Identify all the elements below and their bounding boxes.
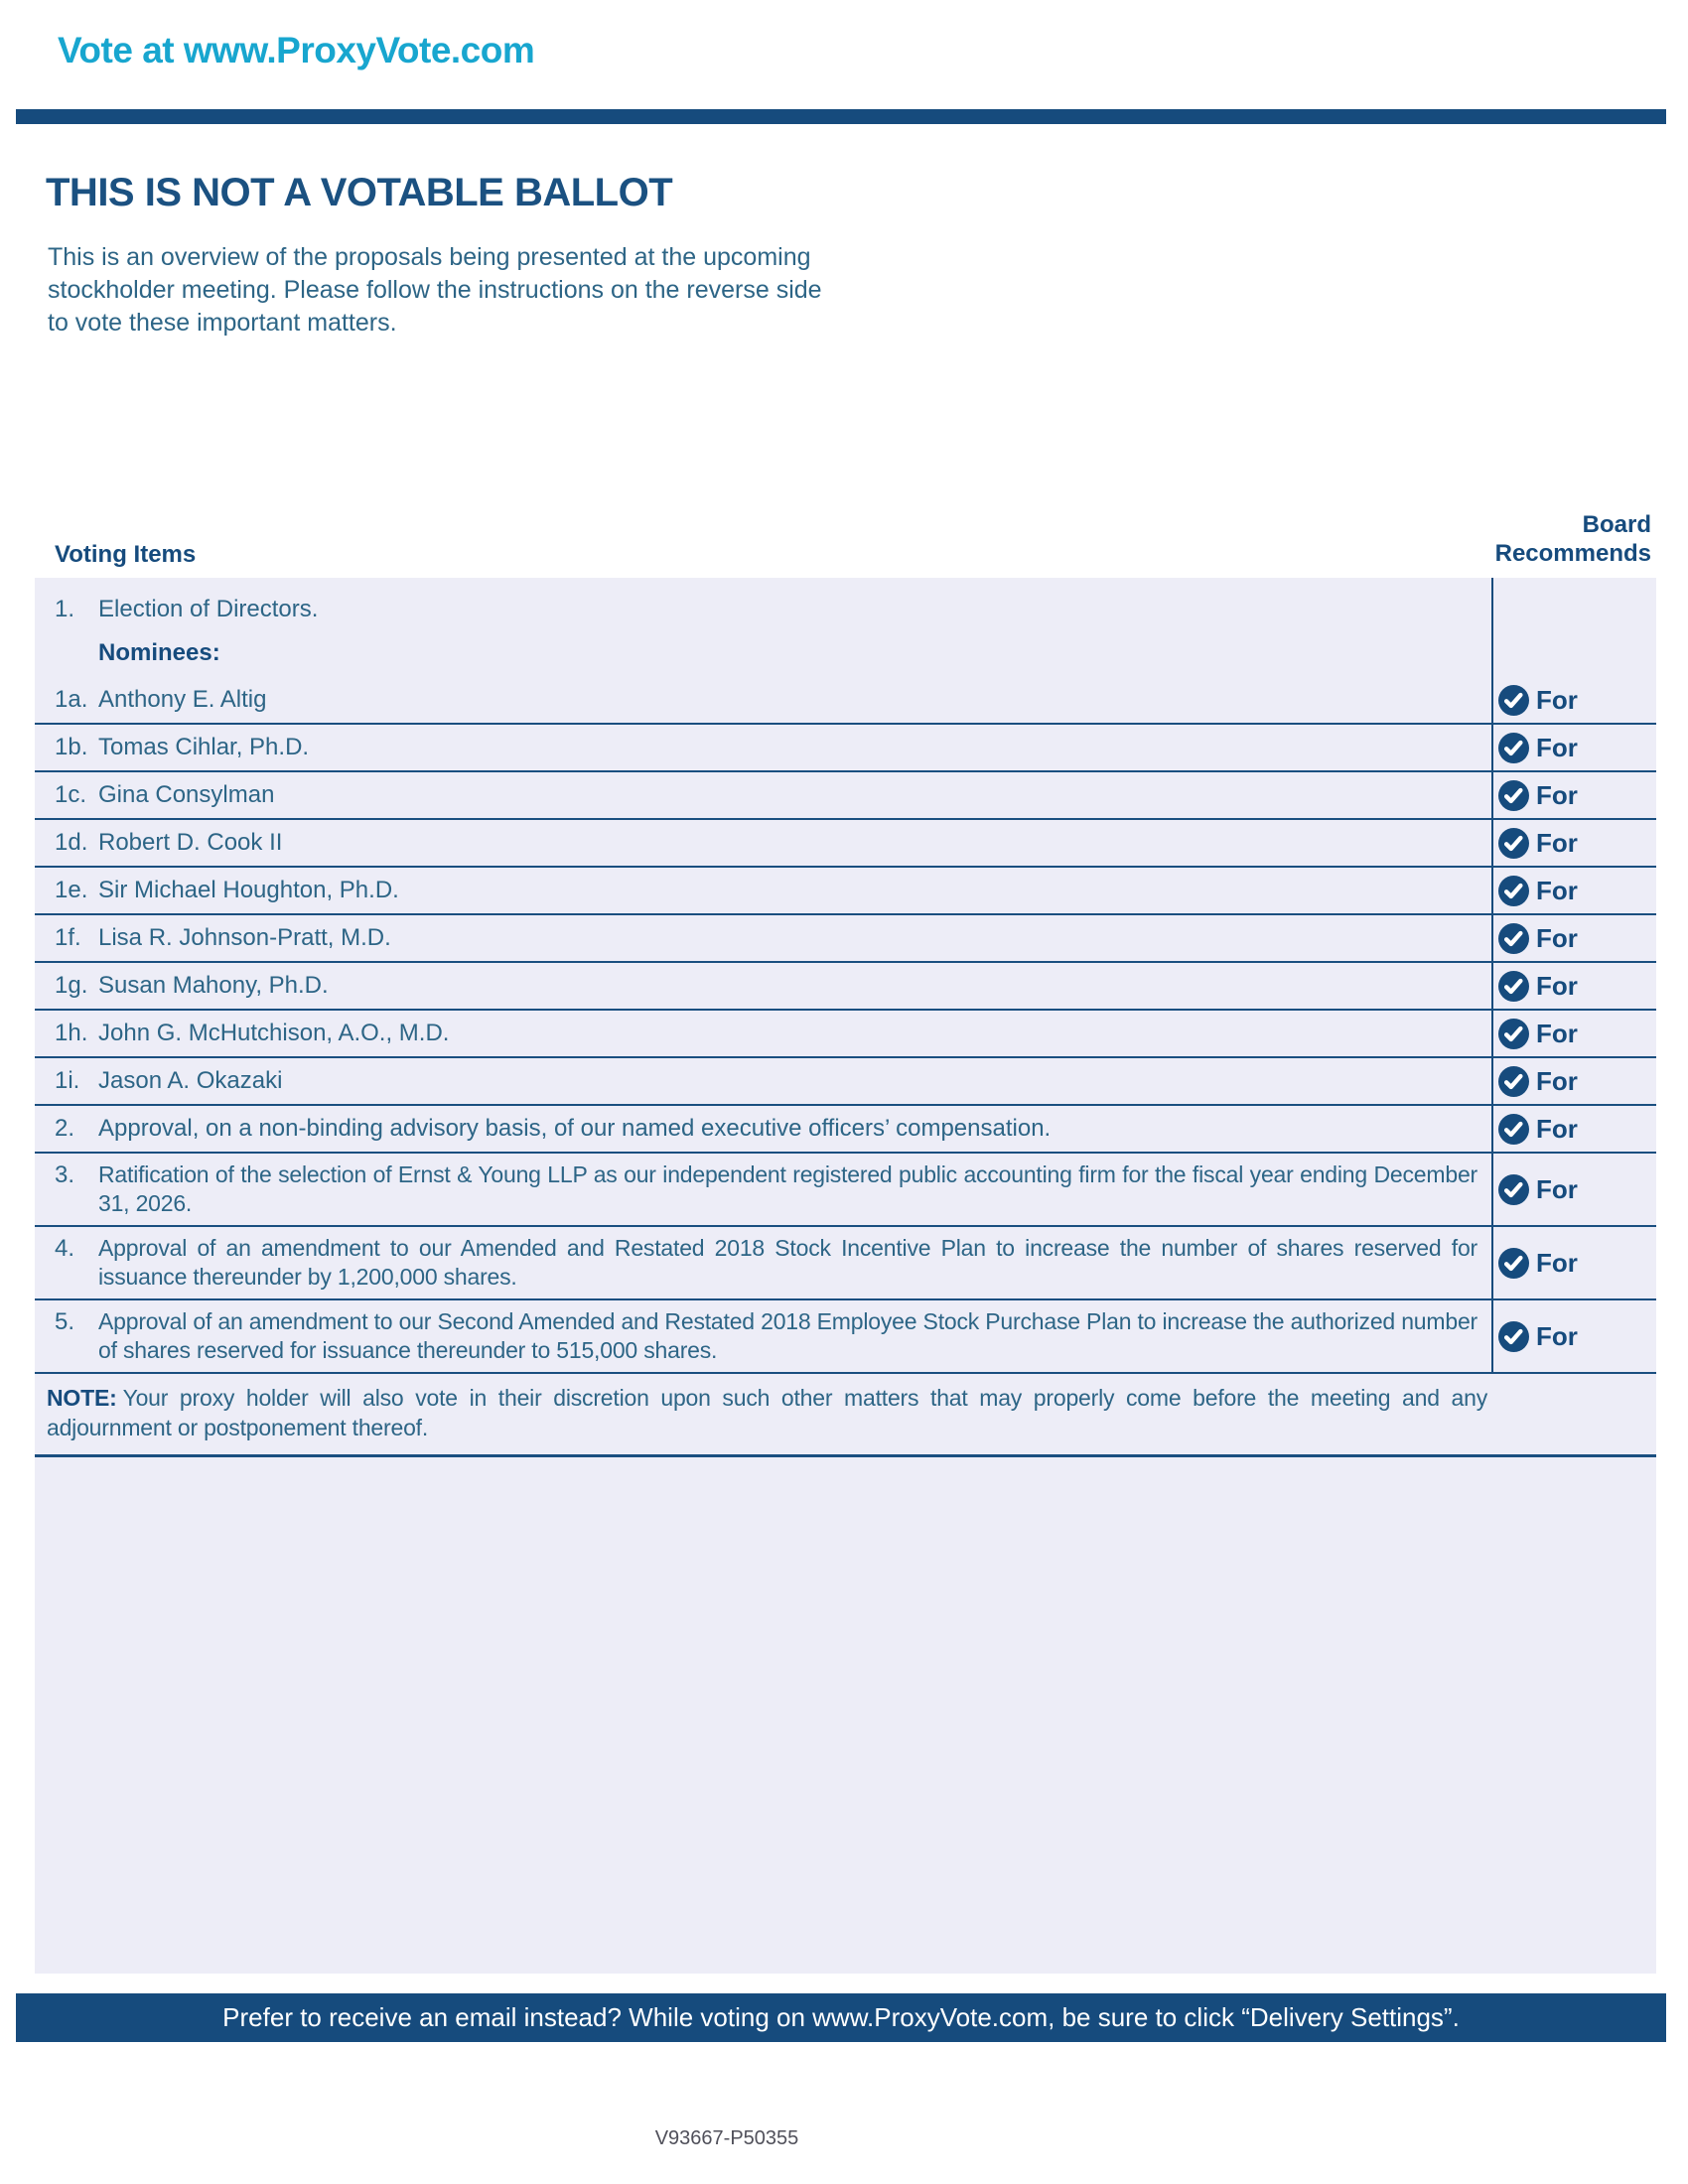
row-number: 1f. [55,924,81,951]
vote-label: For [1536,779,1578,810]
row-number: 1b. [55,734,88,760]
check-icon [1498,1114,1529,1145]
board-recommendation-cell [1491,915,1656,961]
row-text: Gina Consylman [98,781,275,808]
check-icon [1498,828,1529,859]
check-icon [1498,1019,1529,1049]
row-text: Anthony E. Altig [98,686,267,713]
nominees-label: Nominees: [98,639,220,666]
table-row [35,820,1656,868]
note-label: NOTE: [47,1385,117,1411]
board-recommendation-cell [1491,1154,1656,1225]
vote-label: For [1536,827,1578,858]
table-row [35,677,1656,725]
row-text: John G. McHutchison, A.O., M.D. [98,1020,450,1046]
check-icon [1498,685,1529,716]
row-number: 1a. [55,686,88,713]
board-recommends-line2: Recommends [1494,540,1651,567]
row-number: 3. [55,1161,75,1188]
document-code: V93667-P50355 [654,2127,799,2149]
intro-paragraph: This is an overview of the proposals being presented at the upcoming stockholder meeting. Please follow the instructions on the reverse side to vote these important matters. [48,243,822,337]
vote-label: For [1536,1173,1578,1204]
table-row [35,915,1656,963]
check-icon [1498,923,1529,954]
check-icon [1498,971,1529,1002]
footer-banner: Prefer to receive an email instead? While voting on www.ProxyVote.com, be sure to click “Delivery Settings”. [16,1993,1666,2042]
row-number: 5. [55,1308,75,1335]
board-recommendation-cell [1491,677,1656,723]
row-text: Approval, on a non-binding advisory basis, of our named executive officers’ compensation. [98,1115,1052,1142]
check-icon [1498,733,1529,763]
table-row [35,1154,1656,1227]
table-row [35,868,1656,915]
vote-label: For [1536,970,1578,1001]
board-recommendation-cell [1491,629,1656,677]
vote-label: For [1536,684,1578,715]
check-icon [1498,1321,1529,1352]
board-recommends-line1: Board [1582,511,1651,538]
proposal-1-row [35,578,1656,629]
board-recommends-header [1495,510,1651,568]
vote-label: For [1536,875,1578,905]
board-recommendation-cell [1491,1300,1656,1372]
vote-label: For [1536,922,1578,953]
vote-label: For [1536,1247,1578,1278]
check-icon [1498,780,1529,811]
row-text: Approval of an amendment to our Amended and Restated 2018 Stock Incentive Plan to increase the number of shares reserved for issuance thereunder by 1,200,000 shares. [98,1235,1477,1290]
row-text: Lisa R. Johnson-Pratt, M.D. [98,924,391,951]
row-number: 4. [55,1235,75,1262]
note-text: Your proxy holder will also vote in their discretion upon such other matters that may properly come before the meeting and any adjournment or postponement thereof. [47,1385,1487,1440]
row-text: Jason A. Okazaki [98,1067,283,1094]
vote-label: For [1536,1320,1578,1351]
table-row [35,1106,1656,1154]
board-recommendation-cell [1491,820,1656,866]
row-text: Susan Mahony, Ph.D. [98,972,329,999]
row-number: 1. [55,596,75,622]
table-row [35,725,1656,772]
row-number: 1d. [55,829,88,856]
proxyvote-url-heading: Vote at www.ProxyVote.com [58,30,535,70]
page-title: THIS IS NOT A VOTABLE BALLOT [46,171,673,214]
board-recommendation-cell [1491,963,1656,1009]
vote-label: For [1536,1113,1578,1144]
note-row [35,1374,1656,1457]
row-number: 1e. [55,877,88,903]
board-recommendation-cell [1491,1058,1656,1104]
check-icon [1498,1066,1529,1097]
table-row [35,772,1656,820]
vote-label: For [1536,1018,1578,1048]
row-text: Robert D. Cook II [98,829,283,856]
row-text: Approval of an amendment to our Second Amended and Restated 2018 Employee Stock Purchase Plan to increase the authorized number of shares reserved for issuance thereunder to 515,000 shares. [98,1308,1477,1363]
row-text: Sir Michael Houghton, Ph.D. [98,877,399,903]
vote-label: For [1536,732,1578,762]
check-icon [1498,1248,1529,1279]
row-text: Ratification of the selection of Ernst & Young LLP as our independent registered public accounting firm for the fiscal year ending December 31, 2026. [98,1161,1477,1216]
vote-label: For [1536,1065,1578,1096]
board-recommendation-cell [1491,1011,1656,1056]
board-recommendation-cell [1491,772,1656,818]
voting-items-header: Voting Items [55,541,197,568]
row-number: 1c. [55,781,87,808]
nominees-row [35,629,1656,677]
header-divider-bar [16,109,1666,124]
board-recommendation-cell [1491,578,1656,629]
table-row [35,1300,1656,1374]
table-row [35,963,1656,1011]
row-number: 1g. [55,972,88,999]
voting-table [35,578,1656,1974]
row-number: 2. [55,1115,75,1142]
board-recommendation-cell [1491,1227,1656,1298]
table-row [35,1227,1656,1300]
row-text: Tomas Cihlar, Ph.D. [98,734,310,760]
check-icon [1498,1174,1529,1205]
row-number: 1i. [55,1067,80,1094]
board-recommendation-cell [1491,725,1656,770]
check-icon [1498,876,1529,906]
table-row [35,1011,1656,1058]
board-recommendation-cell [1491,1106,1656,1152]
board-recommendation-cell [1491,868,1656,913]
row-number: 1h. [55,1020,88,1046]
table-row [35,1058,1656,1106]
row-text: Election of Directors. [98,596,319,622]
